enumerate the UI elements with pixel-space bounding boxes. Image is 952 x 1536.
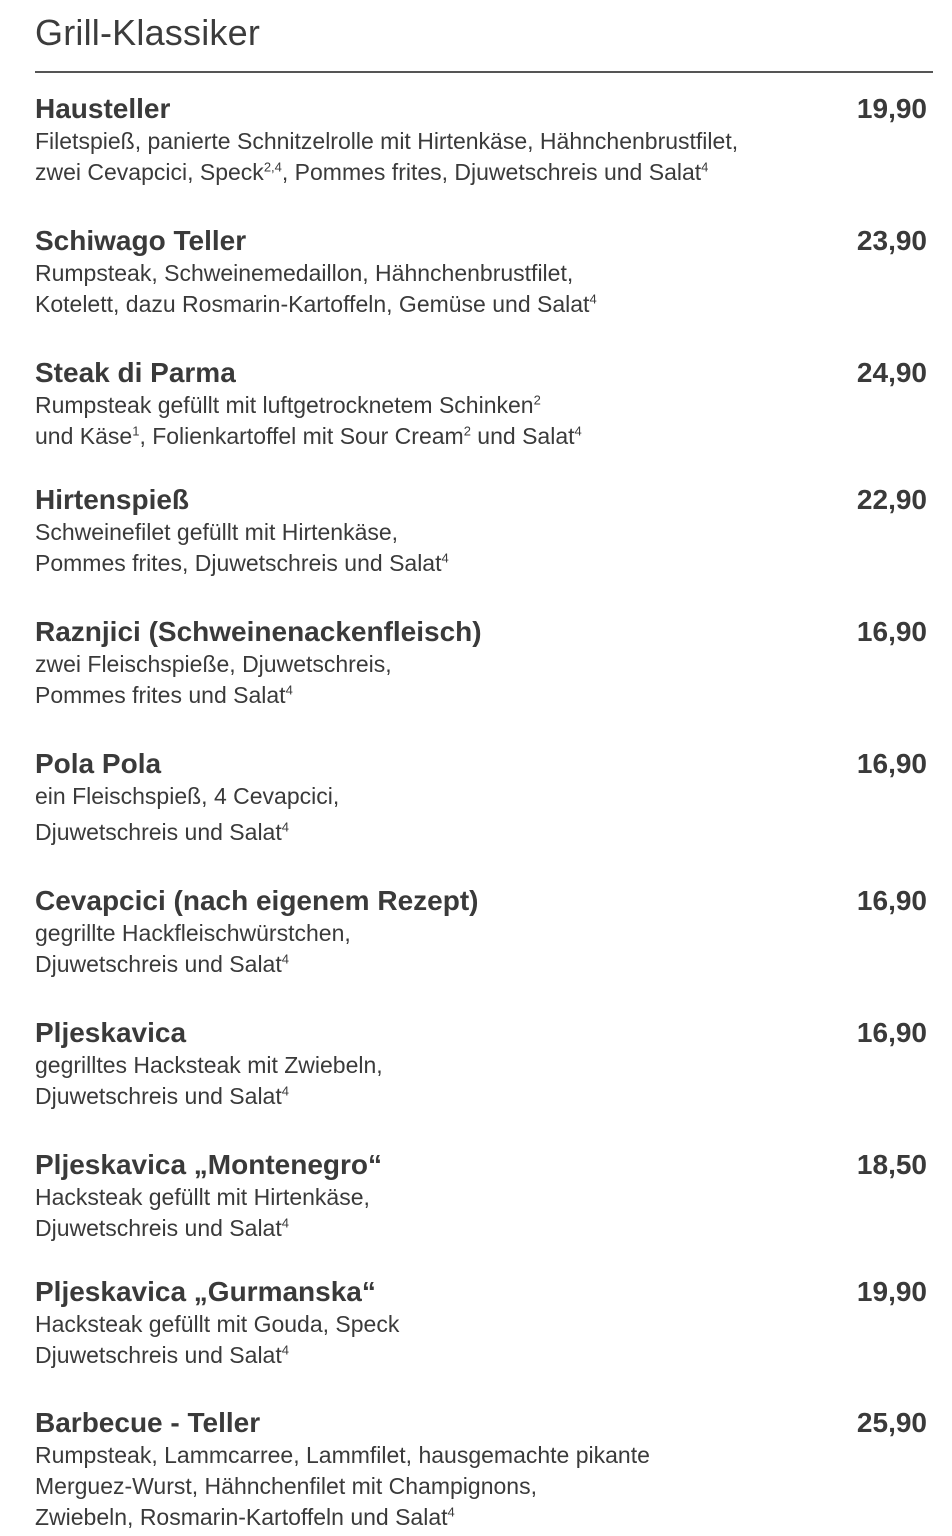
description-text: Merguez-Wurst, Hähnchenfilet mit Champignons, bbox=[35, 1473, 537, 1499]
menu-item-description bbox=[35, 390, 927, 421]
menu-item-name: Barbecue - Teller bbox=[35, 1407, 261, 1438]
menu-item-description bbox=[35, 289, 927, 320]
menu-item-description bbox=[35, 157, 927, 188]
menu-item-description bbox=[35, 949, 927, 980]
menu-item-name: Pljeskavica „Gurmanska“ bbox=[35, 1276, 376, 1307]
allergen-footnote: 4 bbox=[441, 550, 449, 566]
menu-item bbox=[35, 1148, 927, 1244]
menu-item-price: 16,90 bbox=[856, 1017, 927, 1048]
menu-item-price: 19,90 bbox=[856, 1276, 927, 1307]
allergen-footnote: 2 bbox=[463, 423, 471, 439]
description-text: Djuwetschreis und Salat bbox=[35, 1083, 282, 1109]
description-text: Pommes frites, Djuwetschreis und Salat bbox=[35, 550, 442, 576]
menu-item-name: Pola Pola bbox=[35, 748, 162, 779]
menu-item bbox=[35, 884, 927, 980]
description-text: Djuwetschreis und Salat bbox=[35, 819, 282, 845]
menu-item bbox=[35, 224, 927, 320]
menu-item-description bbox=[35, 421, 927, 452]
menu-item-price: 16,90 bbox=[856, 748, 927, 779]
description-text: ein Fleischspieß, 4 Cevapcici, bbox=[35, 783, 340, 809]
description-text: und Käse bbox=[35, 423, 133, 449]
menu-item-description bbox=[35, 680, 927, 711]
allergen-footnote: 4 bbox=[281, 819, 289, 835]
description-text: Pommes frites und Salat bbox=[35, 682, 286, 708]
menu-item bbox=[35, 747, 927, 848]
menu-item bbox=[35, 483, 927, 579]
allergen-footnote: 4 bbox=[447, 1504, 455, 1520]
menu-item-price: 25,90 bbox=[856, 1407, 927, 1438]
menu-item-description bbox=[35, 548, 927, 579]
description-text: Schweinefilet gefüllt mit Hirtenkäse, bbox=[35, 519, 399, 545]
allergen-footnote: 4 bbox=[574, 423, 582, 439]
description-text: gegrilltes Hacksteak mit Zwiebeln, bbox=[35, 1052, 383, 1078]
menu-item-name: Schiwago Teller bbox=[35, 225, 247, 256]
menu-item-price: 18,50 bbox=[856, 1149, 927, 1180]
allergen-footnote: 1 bbox=[132, 423, 140, 439]
description-text: Hacksteak gefüllt mit Gouda, Speck bbox=[35, 1311, 400, 1337]
description-text: Hacksteak gefüllt mit Hirtenkäse, bbox=[35, 1184, 370, 1210]
menu-item-description bbox=[35, 517, 927, 548]
menu-item bbox=[35, 1016, 927, 1112]
description-text: Filetspieß, panierte Schnitzelrolle mit Hirtenkäse, Hähnchenbrustfilet, bbox=[35, 128, 739, 154]
description-text: , Folienkartoffel mit Sour Cream bbox=[139, 423, 464, 449]
description-text: Djuwetschreis und Salat bbox=[35, 1215, 282, 1241]
menu-item bbox=[35, 356, 927, 452]
description-text: Kotelett, dazu Rosmarin-Kartoffeln, Gemüse und Salat bbox=[35, 291, 590, 317]
menu-item-price: 23,90 bbox=[856, 225, 927, 256]
allergen-footnote: 2 bbox=[533, 392, 541, 408]
section-title: Grill-Klassiker bbox=[35, 12, 261, 53]
allergen-footnote: 4 bbox=[281, 1215, 289, 1231]
menu-item-name: Pljeskavica bbox=[35, 1017, 187, 1048]
menu-item-price: 22,90 bbox=[856, 484, 927, 515]
description-text: zwei Fleischspieße, Djuwetschreis, bbox=[35, 651, 392, 677]
allergen-footnote: 4 bbox=[281, 1083, 289, 1099]
description-text: Rumpsteak gefüllt mit luftgetrocknetem Schinken bbox=[35, 392, 534, 418]
description-text: zwei Cevapcici, Speck bbox=[35, 159, 264, 185]
menu-item-description bbox=[35, 1440, 927, 1471]
menu-item-name: Hirtenspieß bbox=[35, 484, 190, 515]
description-text: Djuwetschreis und Salat bbox=[35, 951, 282, 977]
menu-item bbox=[35, 92, 927, 188]
menu-item-price: 16,90 bbox=[856, 616, 927, 647]
description-text: Djuwetschreis und Salat bbox=[35, 1342, 282, 1368]
menu-item-price: 24,90 bbox=[856, 357, 927, 388]
menu-item-description bbox=[35, 918, 927, 949]
menu-item-description bbox=[35, 817, 927, 848]
allergen-footnote: 4 bbox=[281, 1342, 289, 1358]
menu-item-description bbox=[35, 1081, 927, 1112]
menu-item-name: Pljeskavica „Montenegro“ bbox=[35, 1149, 383, 1180]
menu-item-name: Raznjici (Schweinenackenfleisch) bbox=[35, 616, 482, 647]
allergen-footnote: 4 bbox=[281, 951, 289, 967]
menu-item-name: Hausteller bbox=[35, 93, 171, 124]
menu-item-description bbox=[35, 649, 927, 680]
menu-item-description bbox=[35, 1050, 927, 1081]
menu-item-description bbox=[35, 781, 927, 812]
title-divider bbox=[35, 71, 933, 73]
menu-item-description bbox=[35, 1309, 927, 1340]
menu-item bbox=[35, 1275, 927, 1371]
menu-item-description bbox=[35, 1340, 927, 1371]
description-text: Zwiebeln, Rosmarin-Kartoffeln und Salat bbox=[35, 1504, 448, 1530]
allergen-footnote: 4 bbox=[589, 291, 597, 307]
description-text: Rumpsteak, Schweinemedaillon, Hähnchenbrustfilet, bbox=[35, 260, 574, 286]
menu-item-price: 16,90 bbox=[856, 885, 927, 916]
menu-item-description bbox=[35, 1502, 927, 1533]
description-text: gegrillte Hackfleischwürstchen, bbox=[35, 920, 351, 946]
description-text: und Salat bbox=[470, 423, 575, 449]
menu-item bbox=[35, 615, 927, 711]
description-text: Rumpsteak, Lammcarree, Lammfilet, hausgemachte pikante bbox=[35, 1442, 650, 1468]
menu-item-description bbox=[35, 1213, 927, 1244]
menu-item-price: 19,90 bbox=[856, 93, 927, 124]
menu-item-description bbox=[35, 1471, 927, 1502]
menu-item-description bbox=[35, 258, 927, 289]
allergen-footnote: 2,4 bbox=[263, 159, 282, 175]
menu-item-description bbox=[35, 1182, 927, 1213]
menu-item-description bbox=[35, 126, 927, 157]
menu-item-name: Steak di Parma bbox=[35, 357, 236, 388]
allergen-footnote: 4 bbox=[285, 682, 293, 698]
allergen-footnote: 4 bbox=[701, 159, 709, 175]
menu-item bbox=[35, 1406, 927, 1533]
description-text: , Pommes frites, Djuwetschreis und Salat bbox=[281, 159, 702, 185]
menu-item-name: Cevapcici (nach eigenem Rezept) bbox=[35, 885, 479, 916]
